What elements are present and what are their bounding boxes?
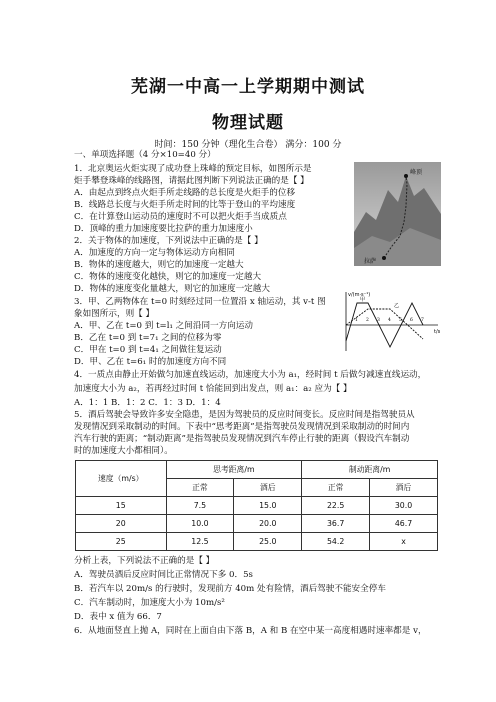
x-axis-label: t/s [434,329,441,335]
x-tick: 1 [355,318,358,323]
table-header-row [76,461,438,479]
table-subheader: 酒后 [234,479,302,497]
q4-stem-2: 加速度大小为 a₂，若再经过时间 t 恰能回到出发点，则 a₁：a₂ 应为【 】 [74,384,352,394]
table-header-brake: 制动距离/m [302,461,438,479]
x-tick: 6 [410,318,413,323]
table-cell: x [370,533,438,551]
q5-stem-2: 发现情况到采取制动的时间。下表中“思考距离”是指驾驶员发现情况到采取制动的时间内 [74,422,410,432]
q3-stem-1: 3．甲、乙两物体在 t=0 时刻经过同一位置沿 x 轴运动，其 v-t 图 [74,297,326,307]
lhasa-label: 拉萨 [364,258,377,265]
q5-after: 分析上表，下列说法不正确的是【 】 [74,556,215,566]
exam-meta: 时间：150 分钟（理化生合卷） 满分：100 分 [154,140,342,150]
table-cell: 7.5 [166,497,234,515]
table-header-think: 思考距离/m [166,461,302,479]
table-cell: 10.0 [166,515,234,533]
section-heading: 一、单项选择题（4 分×10=40 分） [74,150,216,160]
q5-stem-4: 时的加速度大小都相同）。 [74,446,173,456]
vt-graph-figure [338,289,446,353]
table-cell: 25.0 [234,533,302,551]
legend-jia: 甲 [360,297,366,303]
summit-marker [404,174,408,178]
q3-option-b: B．乙在 t=0 到 t=7₁ 之间的位移为零 [74,333,222,343]
mountain-route-figure [354,162,441,266]
q3-option-d: D．甲、乙在 t=6₁ 时的加速度方向不同 [74,357,227,367]
q6-stem-1: 6．从地面竖直上抛 A，同时在上面自由下落 B，A 和 B 在空中某一高度相遇时速率都是 v， [74,626,427,636]
lhasa-marker [382,256,386,260]
table-cell: 36.7 [302,515,370,533]
table-cell: 25 [76,533,167,551]
x-tick: 2 [366,318,369,323]
table-cell: 22.5 [302,497,370,515]
q5-option-b: B．若汽车以 20m/s 的行驶时，发现前方 40m 处有险情，酒后驾驶不能安全停车 [74,584,386,594]
exam-subtitle: 物理试题 [212,113,284,133]
x-tick: 3 [377,318,380,323]
table-header-speed: 速度（m/s） [76,461,167,497]
table-cell: 15 [76,497,167,515]
x-tick: 4 [388,318,391,323]
x-tick: 5 [399,318,402,323]
exam-title: 芜湖一中高一上学期期中测试 [131,77,365,97]
q1-option-a: A．由起点到终点火炬手所走线路的总长度是火炬手的位移 [74,188,296,198]
q2-stem: 2．关于物体的加速度，下列说法中正确的是【 】 [74,236,263,246]
q1-option-d: D．顶峰的重力加速度要比拉萨的重力加速度小 [74,224,253,234]
table-row [76,533,438,551]
table-cell: 12.5 [166,533,234,551]
q2-option-c: C．物体的速度变化越快，则它的加速度一定越大 [74,272,262,282]
q5-stem-3: 汽车行驶的距离；“制动距离”是指驾驶员发现情况到汽车停止行驶的距离（假设汽车制动 [74,434,410,444]
table-row [76,515,438,533]
table-cell: 15.0 [234,497,302,515]
summit-label: 峰顶 [410,169,423,176]
q3-option-c: C．甲在 t=0 到 t=4₁ 之间做往复运动 [74,345,222,355]
table-cell: 30.0 [370,497,438,515]
legend-yi: 乙 [394,303,400,309]
q1-option-b: B．线路总长度与火炬手所走时间的比等于登山的平均速度 [74,200,296,210]
q1-stem-1: 1．北京奥运火炬实现了成功登上珠峰的预定目标，如图所示是 [74,164,312,174]
q4-options: A．1：1 B．1：2 C．1：3 D．1：4 [74,398,221,408]
q3-stem-2: 象如图所示，则【 】 [74,309,155,319]
y-axis-label: v/(m·s⁻¹) [348,292,371,298]
table-cell: 46.7 [370,515,438,533]
table-cell: 20 [76,515,167,533]
x-ticks [355,317,424,323]
table-subheader: 正常 [302,479,370,497]
data-table [75,460,438,551]
q4-stem-1: 4．一质点由静止开始做匀加速直线运动，加速度大小为 a₁，经时间 t 后做匀减速直线运动， [74,370,427,380]
q5-option-c: C．汽车制动时，加速度大小为 10m/s² [74,598,225,608]
q5-option-a: A．驾驶员酒后反应时间比正常情况下多 0．5s [74,570,253,580]
q3-option-a: A．甲、乙在 t=0 到 t=l₁ 之间沿同一方向运动 [74,321,254,331]
x-tick: 7 [421,318,424,323]
q5-stem-1: 5．酒后驾驶会导致许多安全隐患，是因为驾驶员的反应时间变长。反应时间是指驾驶员从 [74,410,415,420]
q5-option-d: D．表中 x 值为 66．7 [74,612,162,622]
q1-stem-2: 炬手攀登珠峰的线路图，请据此图判断下列说法正确的是【 】 [74,176,309,186]
q1-option-c: C．在计算登山运动员的速度时不可以把火炬手当成质点 [74,212,287,222]
table-subheader: 酒后 [370,479,438,497]
table-cell: 54.2 [302,533,370,551]
table-subheader: 正常 [166,479,234,497]
q2-option-a: A．加速度的方向一定与物体运动方向相同 [74,248,235,258]
q2-option-b: B．物体的速度越大，则它的加速度一定越大 [74,260,244,270]
table-row [76,497,438,515]
q2-option-d: D．物体的速度变化量越大，则它的加速度一定越大 [74,284,270,294]
table-cell: 20.0 [234,515,302,533]
series-yi-line [346,309,423,339]
